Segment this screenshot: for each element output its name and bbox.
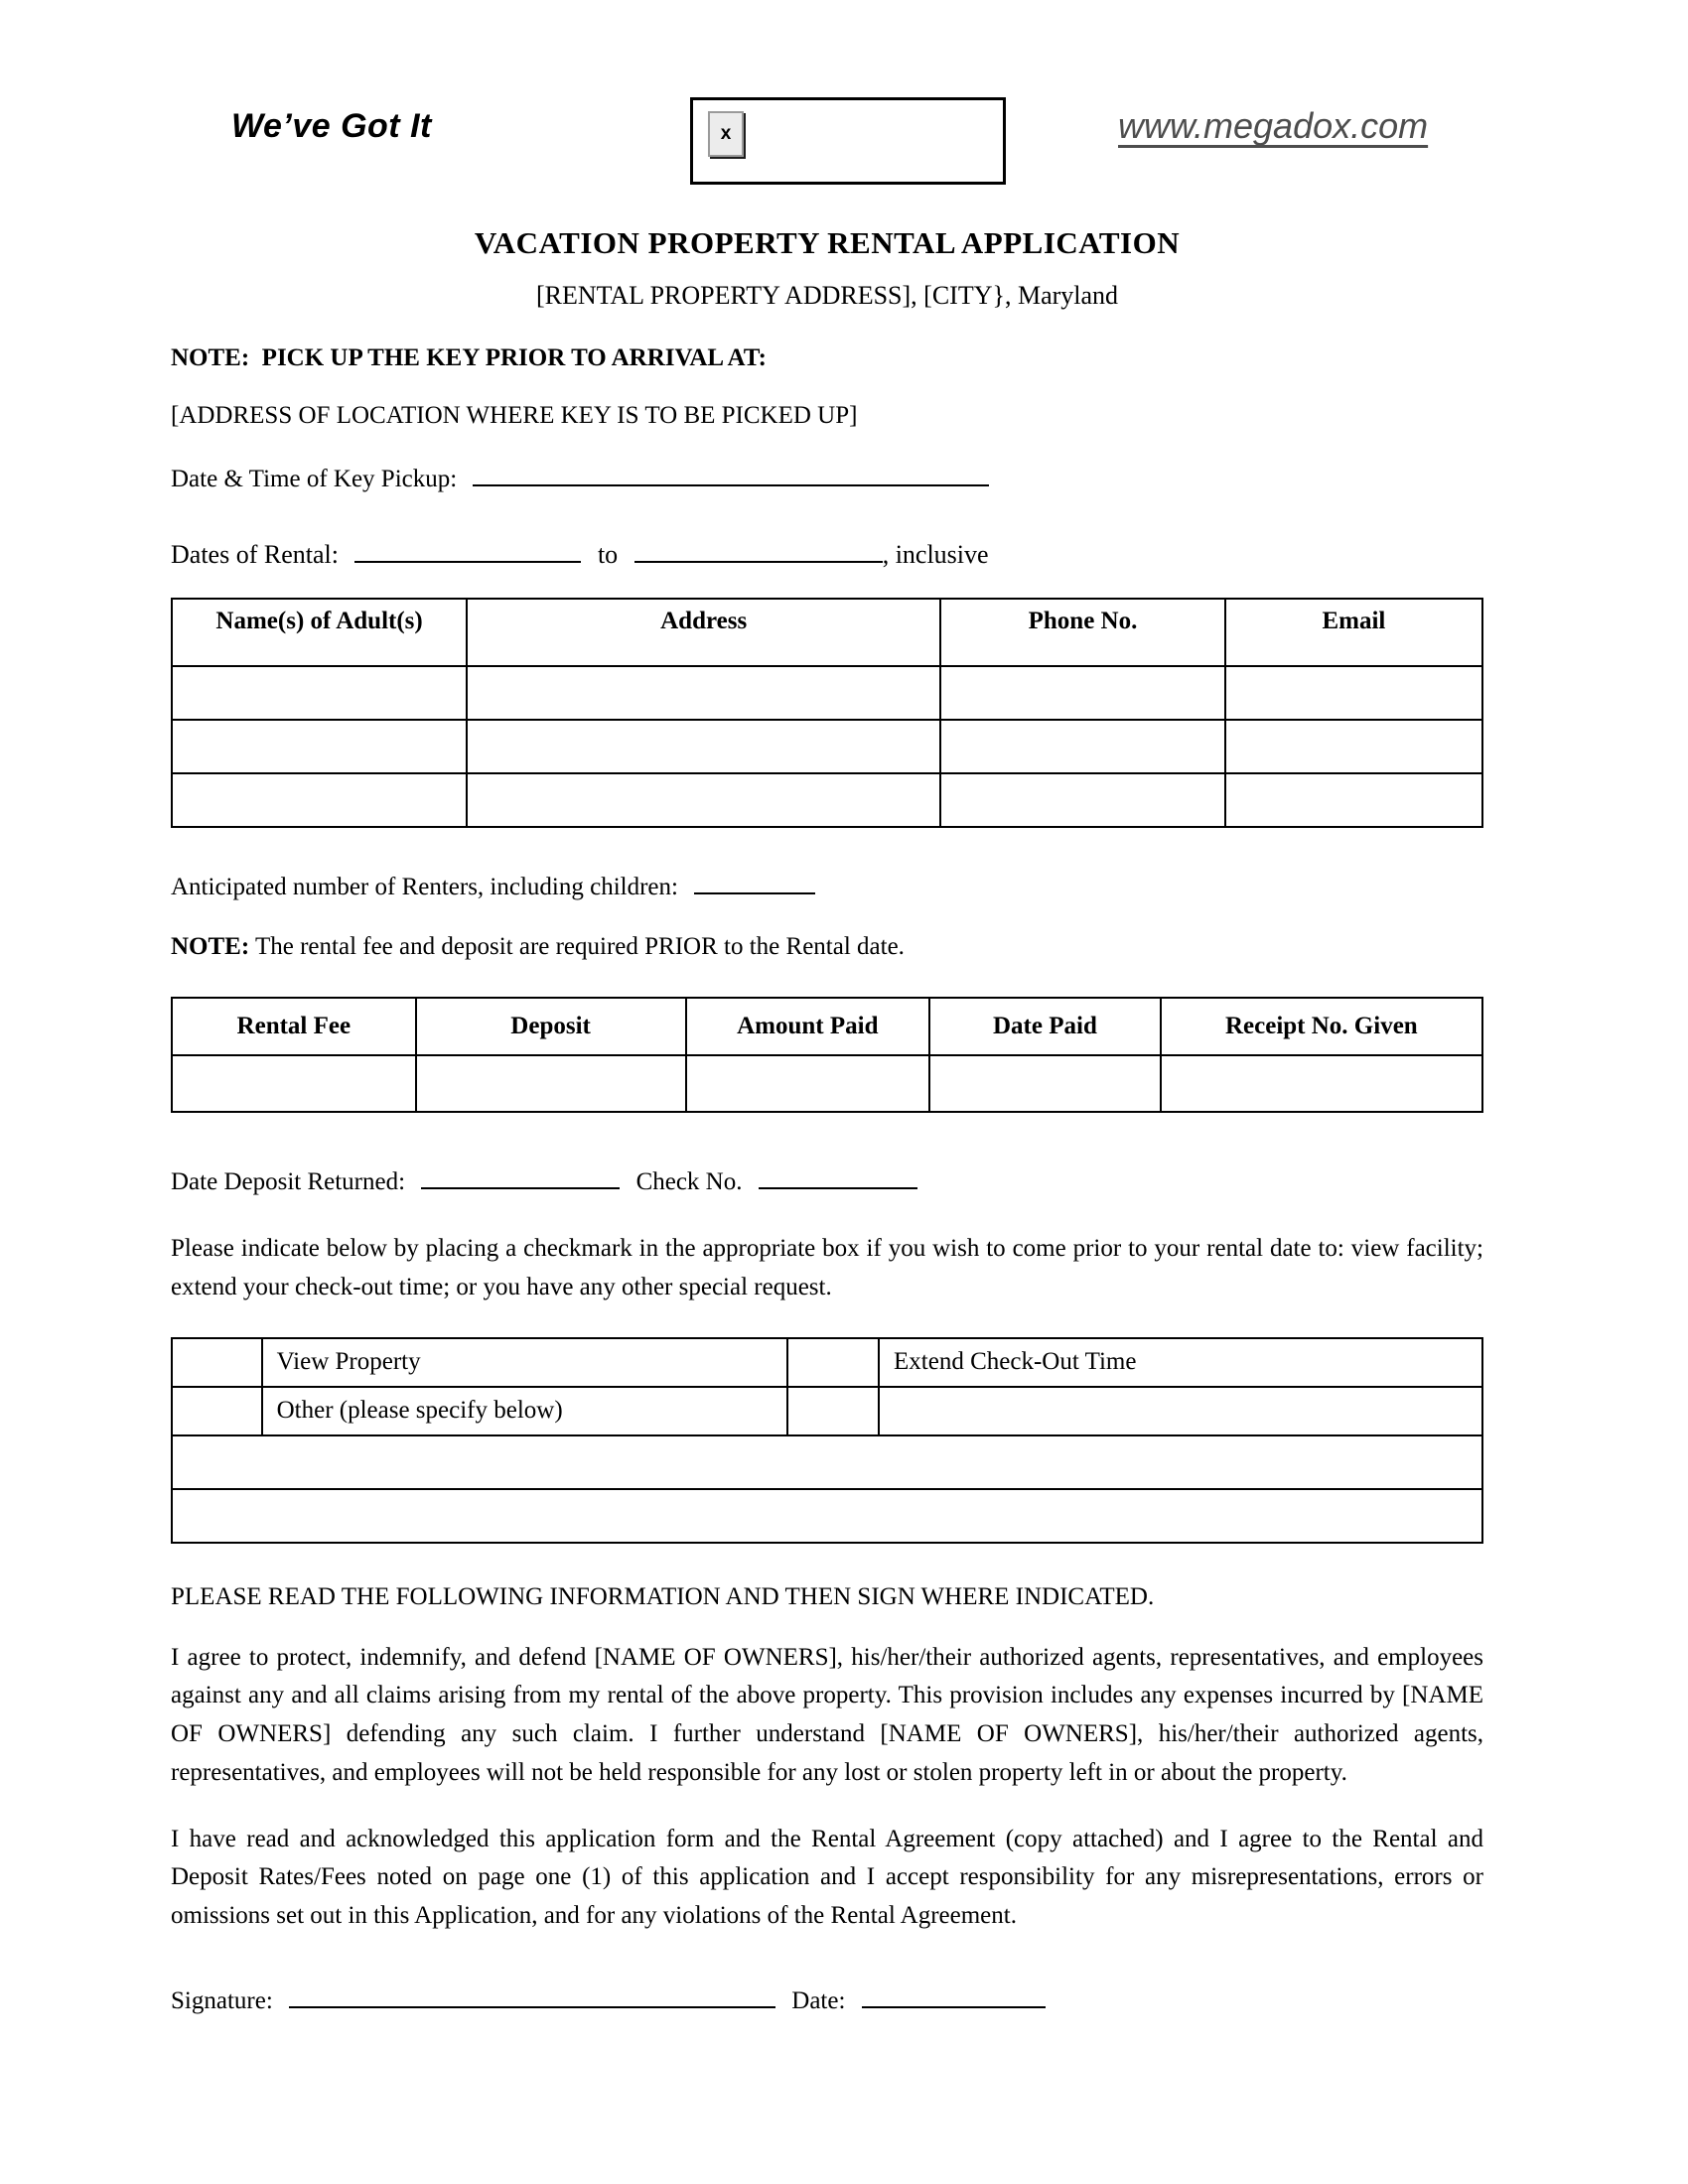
adults-table — [171, 598, 1483, 828]
fee-header-date-paid: Date Paid — [929, 998, 1161, 1055]
document-header — [0, 0, 1688, 213]
fee-table-row — [172, 1055, 1482, 1112]
other-specify-blank-row-1[interactable] — [172, 1435, 1482, 1489]
adults-table-header-row — [172, 599, 1482, 666]
indemnity-paragraph: I agree to protect, indemnify, and defend [NAME OF OWNERS], his/her/their authorized agents, representatives, and employees against any and all claims arising from my rental of the above property. This provision includes any expenses incurred by [NAME OF OWNERS] defending any such claim. I further understand [NAME OF OWNERS], his/her/their authorized agents, representatives, and employees will not be held responsible for any lost or stolen property left in or about the property. — [171, 1643, 1483, 1786]
adults-table-cell[interactable] — [940, 720, 1225, 773]
key-pickup-note: NOTE: PICK UP THE KEY PRIOR TO ARRIVAL AT: — [171, 344, 767, 371]
fee-table-cell[interactable] — [686, 1055, 930, 1112]
rental-dates-label: Dates of Rental: — [171, 540, 339, 569]
request-table-row — [172, 1338, 1482, 1387]
adults-header-phone: Phone No. — [940, 599, 1225, 666]
adults-table-cell[interactable] — [940, 666, 1225, 720]
adults-table-row — [172, 773, 1482, 827]
adults-table-cell[interactable] — [940, 773, 1225, 827]
view-property-label: View Property — [262, 1338, 788, 1387]
adults-table-cell[interactable] — [172, 773, 467, 827]
fee-table-cell[interactable] — [929, 1055, 1161, 1112]
broken-image-icon: x — [708, 111, 744, 157]
checkmark-instruction: Please indicate below by placing a checkmark in the appropriate box if you wish to come prior to your rental date to: view facility; extend your check-out time; or you have any other special request. — [171, 1235, 1483, 1300]
renters-count-blank[interactable] — [694, 868, 815, 894]
signature-date-blank[interactable] — [862, 1981, 1046, 2008]
fee-table-cell[interactable] — [416, 1055, 686, 1112]
adults-table-cell[interactable] — [467, 773, 940, 827]
request-table-row — [172, 1387, 1482, 1435]
adults-table-row — [172, 666, 1482, 720]
adults-table-cell[interactable] — [172, 666, 467, 720]
rental-dates-to-label: to — [597, 540, 619, 569]
renters-count-label: Anticipated number of Renters, including children: — [171, 874, 678, 900]
fee-note-bold-label: NOTE: — [171, 933, 250, 960]
fee-header-rental-fee: Rental Fee — [172, 998, 416, 1055]
fee-table — [171, 997, 1483, 1113]
rental-start-date-blank[interactable] — [354, 535, 581, 563]
adults-table-cell[interactable] — [1225, 666, 1482, 720]
adults-table-cell[interactable] — [467, 666, 940, 720]
adults-table-cell[interactable] — [1225, 773, 1482, 827]
rental-dates-inclusive-label: , inclusive — [882, 540, 989, 569]
page-title: VACATION PROPERTY RENTAL APPLICATION — [474, 225, 1181, 260]
key-pickup-datetime-label: Date & Time of Key Pickup: — [171, 466, 458, 492]
fee-header-deposit: Deposit — [416, 998, 686, 1055]
fee-table-cell[interactable] — [172, 1055, 416, 1112]
rental-end-date-blank[interactable] — [634, 535, 883, 563]
fee-note-text: The rental fee and deposit are required PRIOR to the Rental date. — [249, 933, 905, 960]
sign-instruction: PLEASE READ THE FOLLOWING INFORMATION AND THEN SIGN WHERE INDICATED. — [171, 1582, 1155, 1610]
signature-line — [171, 1981, 1483, 2015]
form-content — [171, 225, 1483, 2015]
check-no-label: Check No. — [635, 1168, 743, 1195]
key-pickup-datetime-line — [171, 460, 1483, 493]
key-pickup-address-placeholder: [ADDRESS OF LOCATION WHERE KEY IS TO BE PICKED UP] — [171, 402, 858, 429]
adults-header-address: Address — [467, 599, 940, 666]
other-checkbox-cell[interactable] — [172, 1387, 262, 1435]
acknowledgement-paragraph: I have read and acknowledged this application form and the Rental Agreement (copy attached) and I agree to the Rental and Deposit Rates/Fees noted on page one (1) of this application and I accept responsibility for any misrepresentations, errors or omissions set out in this Application, and for any violations of the Rental Agreement. — [171, 1825, 1483, 1929]
image-placeholder-box — [690, 97, 1006, 185]
website-link[interactable]: www.megadox.com — [1118, 105, 1429, 146]
adults-table-cell[interactable] — [172, 720, 467, 773]
request-table-empty-cell — [879, 1387, 1482, 1435]
adults-table-cell[interactable] — [467, 720, 940, 773]
other-specify-row — [172, 1435, 1482, 1489]
deposit-returned-date-blank[interactable] — [421, 1162, 620, 1189]
deposit-returned-label: Date Deposit Returned: — [171, 1168, 406, 1195]
other-specify-row — [172, 1489, 1482, 1543]
fee-note-line — [171, 933, 1483, 961]
deposit-returned-line — [171, 1162, 1483, 1196]
fee-header-amount-paid: Amount Paid — [686, 998, 930, 1055]
signature-date-label: Date: — [791, 1986, 846, 2014]
request-table-empty-cell — [787, 1387, 879, 1435]
adults-header-email: Email — [1225, 599, 1482, 666]
signature-label: Signature: — [171, 1986, 273, 2014]
fee-table-cell[interactable] — [1161, 1055, 1482, 1112]
adults-header-name: Name(s) of Adult(s) — [172, 599, 467, 666]
key-pickup-datetime-blank[interactable] — [473, 460, 989, 486]
adults-table-row — [172, 720, 1482, 773]
renters-count-line — [171, 868, 1483, 901]
request-table — [171, 1337, 1483, 1544]
fee-table-header-row — [172, 998, 1482, 1055]
other-label: Other (please specify below) — [262, 1387, 788, 1435]
logo-text: We’ve Got It — [231, 107, 432, 145]
property-address-subtitle: [RENTAL PROPERTY ADDRESS], [CITY}, Maryland — [535, 281, 1119, 310]
check-no-blank[interactable] — [759, 1162, 917, 1189]
other-specify-blank-row-2[interactable] — [172, 1489, 1482, 1543]
signature-blank[interactable] — [289, 1981, 775, 2008]
adults-table-cell[interactable] — [1225, 720, 1482, 773]
rental-dates-line — [171, 535, 1483, 570]
view-property-checkbox-cell[interactable] — [172, 1338, 262, 1387]
extend-checkout-checkbox-cell[interactable] — [787, 1338, 879, 1387]
extend-checkout-label: Extend Check-Out Time — [879, 1338, 1482, 1387]
fee-header-receipt-no: Receipt No. Given — [1161, 998, 1482, 1055]
